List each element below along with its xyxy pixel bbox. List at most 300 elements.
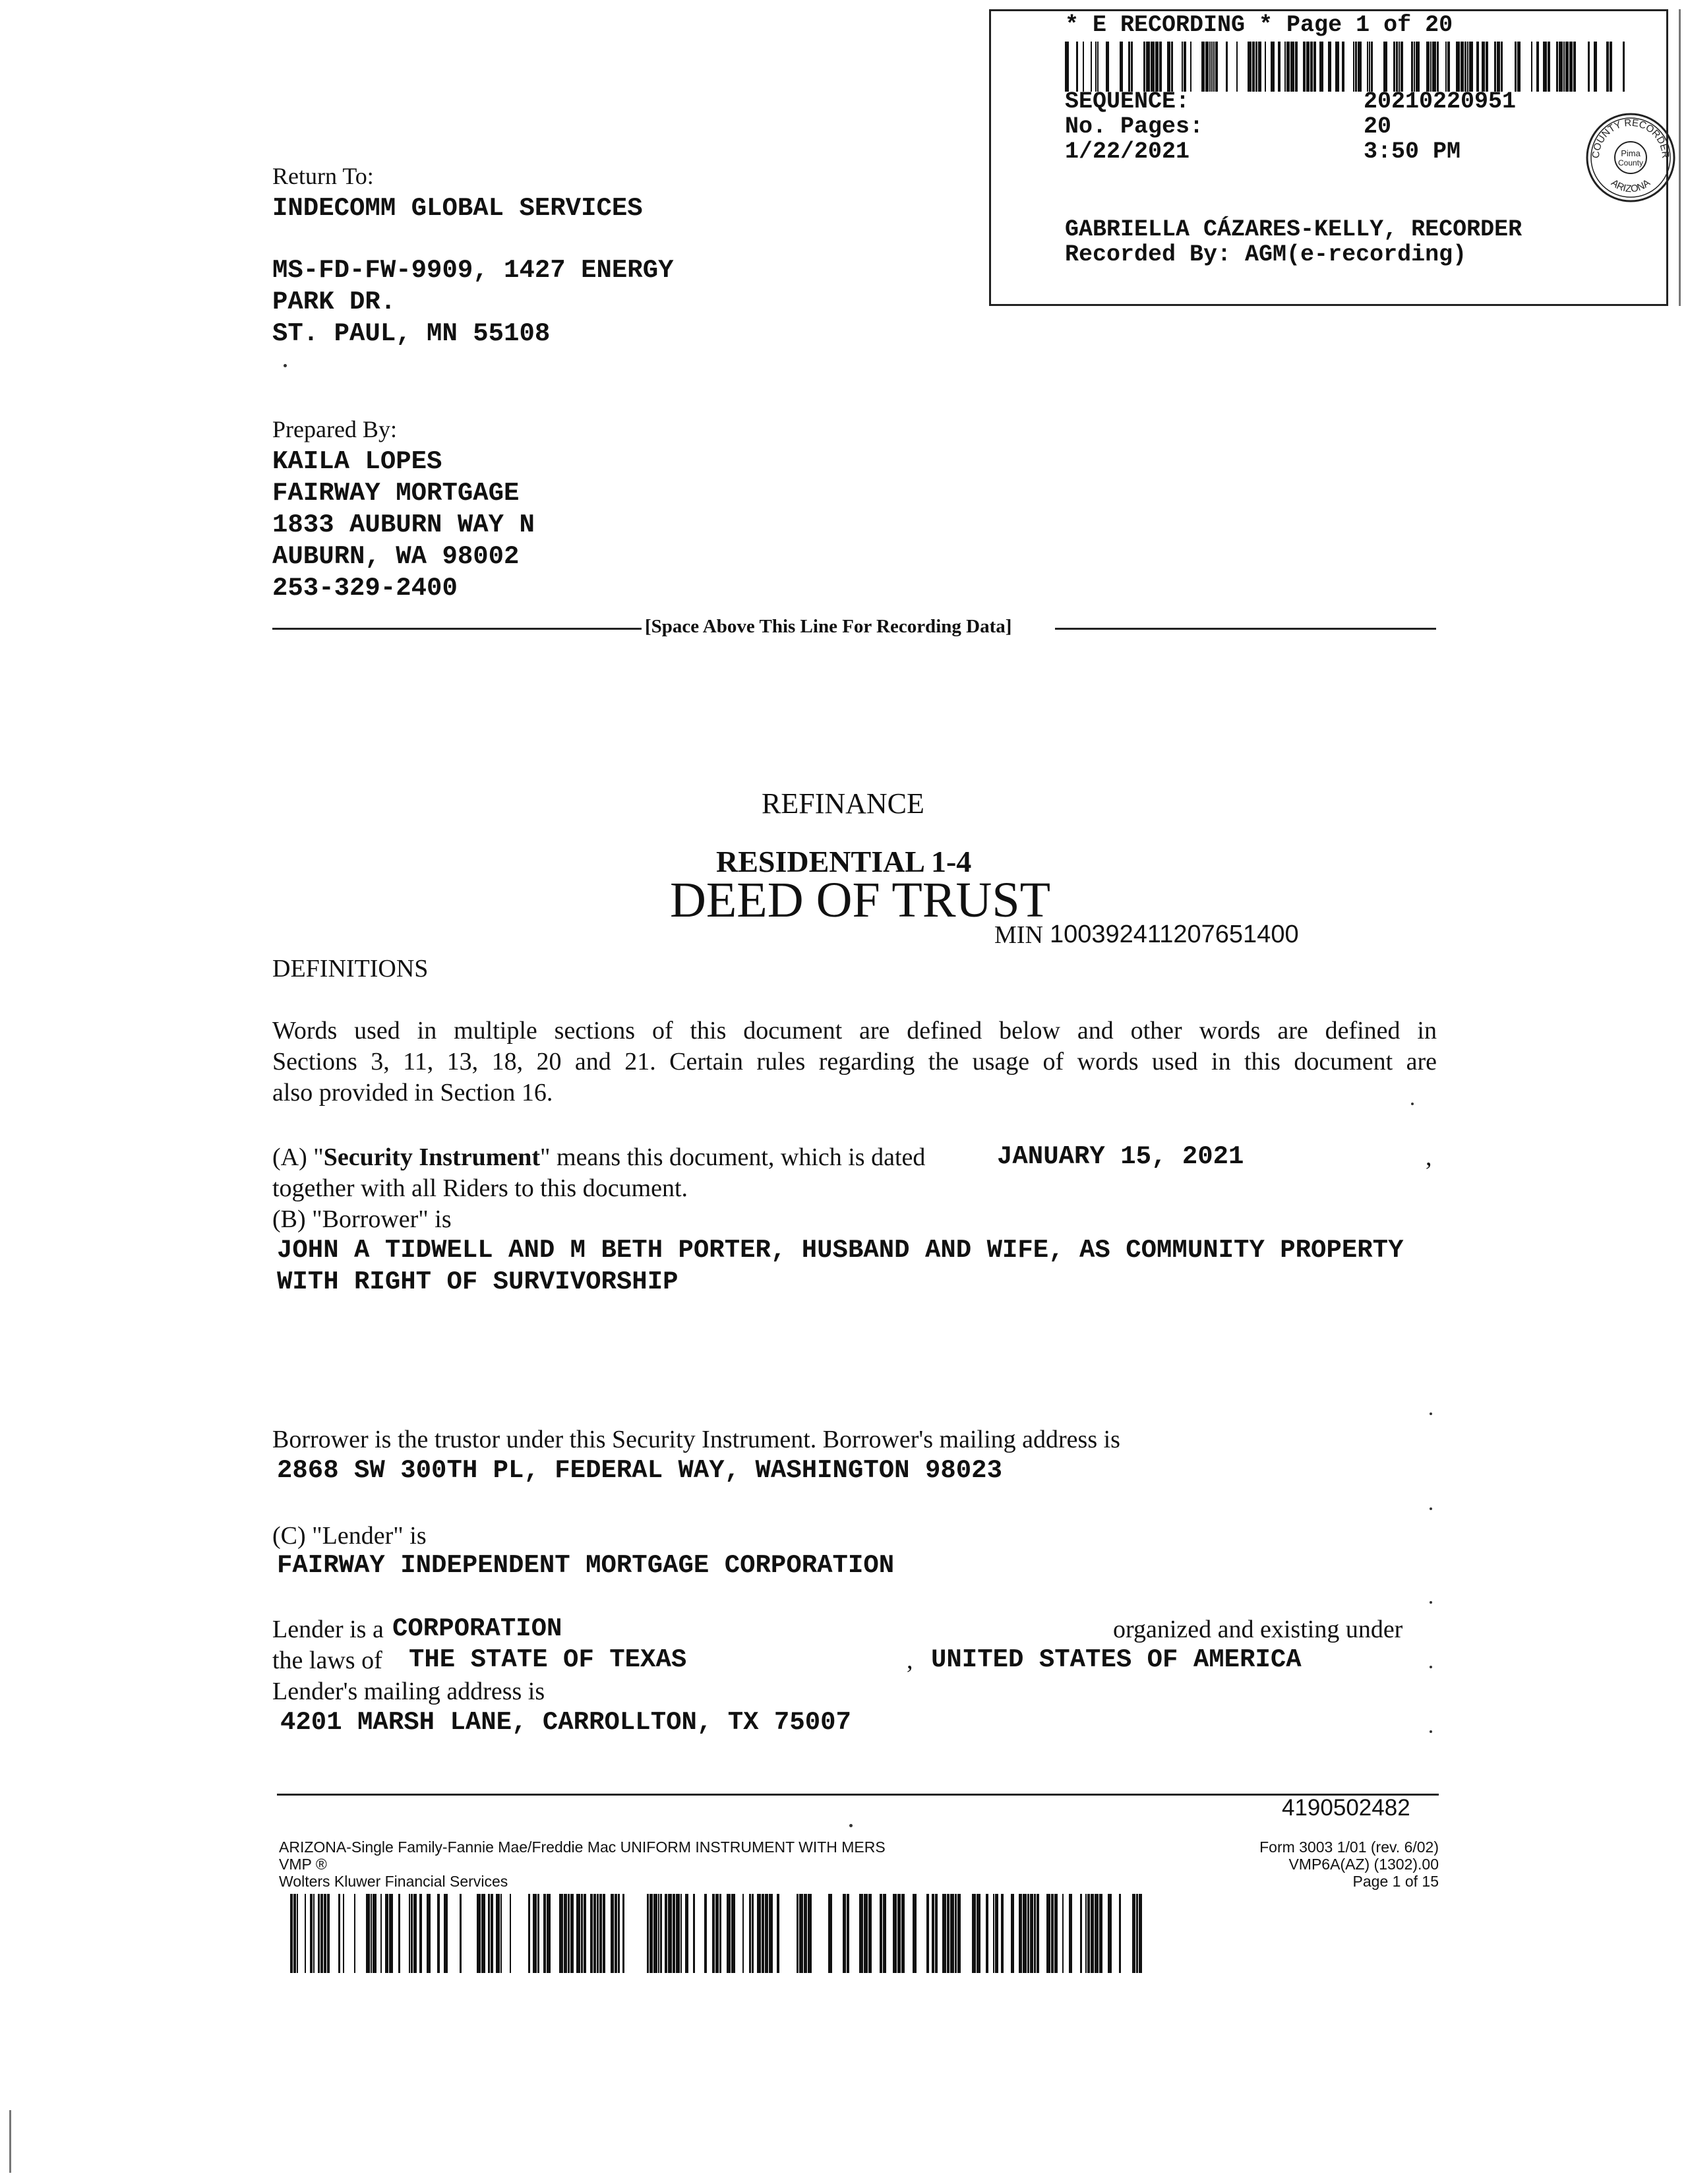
barcode-bar <box>491 1894 493 1973</box>
barcode-bar <box>1108 1894 1112 1973</box>
barcode-bar <box>947 1894 950 1973</box>
barcode-bar <box>1456 42 1460 92</box>
barcode-bar <box>533 1894 537 1973</box>
barcode-bar <box>1482 42 1485 92</box>
loan-number: 4190502482 <box>1282 1795 1410 1821</box>
barcode-bar <box>500 1894 502 1973</box>
definitions-intro-2: Sections 3, 11, 13, 18, 20 and 21. Certain rules regarding the usage of words used in this document are <box>272 1048 1437 1076</box>
barcode-bar <box>324 1894 326 1973</box>
barcode-bar <box>1085 1894 1087 1973</box>
barcode-bar <box>757 1894 761 1973</box>
barcode-bar <box>1536 42 1539 92</box>
barcode-bar <box>1076 42 1078 92</box>
barcode-bar <box>528 1894 530 1973</box>
document-barcode <box>279 1894 1143 1973</box>
lender-state: THE STATE OF TEXAS <box>409 1645 687 1674</box>
barcode-bar <box>1159 42 1162 92</box>
barcode-bar <box>926 1894 929 1973</box>
barcode-bar <box>1369 42 1370 92</box>
prepared-by-line-2: FAIRWAY MORTGAGE <box>272 479 520 508</box>
prepared-by-line-3: 1833 AUBURN WAY N <box>272 510 535 539</box>
date-comma: , <box>1426 1143 1432 1171</box>
pages-label: No. Pages: <box>1065 113 1204 140</box>
barcode-bar <box>932 1894 934 1973</box>
barcode-bar <box>1027 1894 1029 1973</box>
barcode-bar <box>1155 42 1159 92</box>
barcode-bar <box>1011 1894 1014 1973</box>
organized-text: organized and existing under <box>1113 1616 1403 1643</box>
barcode-bar <box>752 1894 754 1973</box>
barcode-bar <box>444 1894 448 1973</box>
barcode-bar <box>1358 42 1362 92</box>
barcode-bar <box>769 1894 773 1973</box>
barcode-bar <box>1588 42 1590 92</box>
seal-center-text-2: County <box>1617 158 1644 167</box>
barcode-bar <box>804 1894 807 1973</box>
barcode-bar <box>1531 42 1532 92</box>
barcode-bar <box>742 1894 744 1973</box>
barcode-bar <box>411 1894 413 1973</box>
seal-bottom-text: ARIZONA <box>1609 177 1652 195</box>
recording-rule-left <box>272 628 642 630</box>
footer-page-number: Page 1 of 15 <box>1352 1873 1439 1890</box>
footer-form-number: Form 3003 1/01 (rev. 6/02) <box>1259 1838 1439 1856</box>
lender-name: FAIRWAY INDEPENDENT MORTGAGE CORPORATION <box>277 1551 895 1580</box>
barcode-bar <box>901 1894 905 1973</box>
prepared-by-line-4: AUBURN, WA 98002 <box>272 542 520 571</box>
footer-publisher: Wolters Kluwer Financial Services <box>279 1873 508 1890</box>
barcode-bar <box>409 1894 410 1973</box>
deed-of-trust-title: DEED OF TRUST <box>670 872 1051 928</box>
barcode-bar <box>543 1894 546 1973</box>
barcode-bar <box>477 1894 481 1973</box>
barcode-bar <box>496 1894 500 1973</box>
scan-speck <box>849 1824 853 1827</box>
recording-header: * E RECORDING * Page 1 of 20 <box>1065 12 1453 38</box>
scan-speck <box>1430 1666 1432 1668</box>
barcode-bar <box>327 1894 330 1973</box>
barcode-bar <box>1080 1894 1082 1973</box>
barcode-bar <box>843 1894 846 1973</box>
barcode-bar <box>1034 1894 1036 1973</box>
def-a-term: Security Instrument <box>323 1143 541 1171</box>
lender-mailing-label: Lender's mailing address is <box>272 1678 545 1705</box>
barcode-bar <box>1486 42 1488 92</box>
min-label: MIN <box>994 921 1043 949</box>
barcode-bar <box>897 1894 901 1973</box>
barcode-bar <box>380 1894 382 1973</box>
barcode-bar <box>1151 42 1155 92</box>
barcode-bar <box>1132 1894 1135 1973</box>
barcode-bar <box>460 1894 462 1973</box>
barcode-bar <box>1184 42 1186 92</box>
scan-speck <box>1430 1730 1432 1733</box>
barcode-bar <box>1447 42 1450 92</box>
barcode-bar <box>419 1894 422 1973</box>
barcode-bar <box>1023 1894 1027 1973</box>
security-instrument-def-2: together with all Riders to this document. <box>272 1174 688 1202</box>
barcode-bar <box>1556 42 1558 92</box>
barcode-bar <box>1335 42 1339 92</box>
barcode-bar <box>1610 42 1612 92</box>
barcode-bar <box>864 1894 868 1973</box>
barcode-bar <box>1467 42 1468 92</box>
barcode-bar <box>868 1894 872 1973</box>
seal-top-text: COUNTY RECORDER <box>1590 117 1672 159</box>
barcode-bar <box>1310 42 1313 92</box>
barcode-bar <box>570 1894 574 1973</box>
def-a-prefix: (A) " <box>272 1143 324 1171</box>
footer-form-code: VMP6A(AZ) (1302).00 <box>1288 1856 1439 1873</box>
barcode-bar <box>1248 42 1251 92</box>
barcode-bar <box>1255 42 1257 92</box>
scan-edge-line <box>9 2110 11 2173</box>
scan-speck <box>1430 1412 1432 1415</box>
barcode-bar <box>972 1894 976 1973</box>
barcode-bar <box>481 1894 485 1973</box>
sequence-label: SEQUENCE: <box>1065 88 1190 115</box>
barcode-bar <box>658 1894 659 1973</box>
barcode-bar <box>618 1894 620 1973</box>
barcode-bar <box>1416 42 1420 92</box>
barcode-bar <box>1097 42 1099 92</box>
barcode-bar <box>1464 42 1466 92</box>
barcode-bar <box>1054 1894 1058 1973</box>
barcode-bar <box>622 1894 624 1973</box>
barcode-bar <box>1606 42 1609 92</box>
barcode-bar <box>1295 42 1298 92</box>
barcode-bar <box>603 1894 605 1973</box>
barcode-bar <box>762 1894 764 1973</box>
barcode-bar <box>1501 42 1503 92</box>
barcode-bar <box>305 1894 306 1973</box>
definitions-intro-3: also provided in Section 16. <box>272 1079 553 1107</box>
barcode-bar <box>1215 42 1218 92</box>
barcode-bar <box>615 1894 617 1973</box>
barcode-bar <box>1594 42 1597 92</box>
barcode-bar <box>715 1894 719 1973</box>
barcode-bar <box>1226 42 1228 92</box>
barcode-bar <box>1209 42 1211 92</box>
barcode-bar <box>1190 42 1191 92</box>
barcode-bar <box>398 1894 400 1973</box>
barcode-bar <box>913 1894 917 1973</box>
barcode-bar <box>1426 42 1430 92</box>
barcode-bar <box>673 1894 675 1973</box>
instrument-date: JANUARY 15, 2021 <box>997 1142 1244 1171</box>
barcode-bar <box>599 1894 602 1973</box>
borrower-name-line-1: JOHN A TIDWELL AND M BETH PORTER, HUSBAND AND WIFE, AS COMMUNITY PROPERTY <box>277 1236 1404 1265</box>
barcode-bar <box>310 1894 313 1973</box>
return-to-line-4: ST. PAUL, MN 55108 <box>272 319 551 348</box>
barcode-bar <box>1411 42 1413 92</box>
barcode-bar <box>1139 1894 1142 1973</box>
barcode-bar <box>1278 42 1281 92</box>
scan-speck <box>1430 1601 1432 1604</box>
barcode-bar <box>1517 42 1521 92</box>
barcode-bar <box>649 1894 653 1973</box>
barcode-bar <box>290 1894 293 1973</box>
barcode-bar <box>510 1894 511 1973</box>
barcode-bar <box>859 1894 863 1973</box>
barcode-bar <box>1213 42 1215 92</box>
space-above-text: [Space Above This Line For Recording Data] <box>645 616 1012 637</box>
borrower-address: 2868 SW 300TH PL, FEDERAL WAY, WASHINGTON 98023 <box>277 1456 1002 1485</box>
barcode-bar <box>1211 42 1213 92</box>
barcode-bar <box>366 1894 370 1973</box>
return-to-label: Return To: <box>272 163 374 189</box>
barcode-bar <box>1319 42 1323 92</box>
recording-rule-right <box>1055 628 1436 630</box>
barcode-bar <box>581 1894 583 1973</box>
barcode-bar <box>1623 42 1625 92</box>
barcode-bar <box>685 1894 688 1973</box>
residential-title: RESIDENTIAL 1-4 <box>716 845 972 878</box>
barcode-bar <box>704 1894 707 1973</box>
sequence-value: 20210220951 <box>1364 88 1517 115</box>
barcode-bar <box>1091 1894 1094 1973</box>
footer-form-description: ARIZONA-Single Family-Fannie Mae/Freddie Mac UNIFORM INSTRUMENT WITH MERS <box>279 1838 886 1856</box>
barcode-bar <box>1106 42 1109 92</box>
barcode-bar <box>1171 42 1173 92</box>
barcode-bar <box>593 1894 596 1973</box>
barcode-bar <box>1182 42 1183 92</box>
barcode-bar <box>1136 1894 1138 1973</box>
return-to-line-1: INDECOMM GLOBAL SERVICES <box>272 194 643 223</box>
barcode-bar <box>1313 42 1316 92</box>
barcode-bar <box>1355 42 1357 92</box>
barcode-bar <box>1306 42 1310 92</box>
svg-text:ARIZONA <box>1609 177 1652 195</box>
lender-is-label: Lender is a <box>272 1616 384 1643</box>
barcode-bar <box>693 1894 695 1973</box>
def-a-text: " means this document, which is dated <box>540 1143 926 1171</box>
barcode-bar <box>1303 42 1306 92</box>
recording-stamp <box>989 9 1672 306</box>
barcode-bar <box>1569 42 1573 92</box>
barcode-bar <box>1271 42 1275 92</box>
recorded-by: Recorded By: AGM(e-recording) <box>1065 241 1467 268</box>
barcode-bar <box>665 1894 667 1973</box>
trustor-text: Borrower is the trustor under this Security Instrument. Borrower's mailing address is <box>272 1426 1120 1453</box>
barcode-bar <box>1146 42 1150 92</box>
return-to-line-2: MS-FD-FW-9909, 1427 ENERGY <box>272 256 674 285</box>
recording-date: 1/22/2021 <box>1065 138 1190 165</box>
barcode-bar <box>1091 42 1092 92</box>
barcode-bar <box>957 1894 961 1973</box>
footer-vmp: VMP ® <box>279 1856 327 1873</box>
barcode-bar <box>1143 42 1145 92</box>
barcode-bar <box>318 1894 320 1973</box>
barcode-bar <box>1286 42 1290 92</box>
barcode-bar <box>373 1894 377 1973</box>
barcode-bar <box>1437 42 1439 92</box>
barcode-bar <box>1328 42 1331 92</box>
barcode-bar <box>1265 42 1266 92</box>
lender-entity-type: CORPORATION <box>392 1614 562 1643</box>
barcode-bar <box>1559 42 1563 92</box>
barcode-bar <box>808 1894 812 1973</box>
barcode-bar <box>597 1894 599 1973</box>
refinance-title: REFINANCE <box>762 787 924 820</box>
barcode-bar <box>1095 42 1097 92</box>
barcode-bar <box>1432 42 1436 92</box>
definitions-heading: DEFINITIONS <box>272 955 429 983</box>
barcode-bar <box>1065 42 1069 92</box>
scan-speck <box>1411 1103 1414 1105</box>
barcode-bar <box>389 1894 393 1973</box>
barcode-bar <box>731 1894 735 1973</box>
borrower-name-line-2: WITH RIGHT OF SURVIVORSHIP <box>277 1267 678 1296</box>
barcode-bar <box>537 1894 539 1973</box>
barcode-bar <box>995 1894 998 1973</box>
barcode-bar <box>1515 42 1517 92</box>
county-seal-icon <box>1584 111 1677 204</box>
barcode-bar <box>977 1894 980 1973</box>
barcode-bar <box>1062 1894 1064 1973</box>
barcode-bar <box>437 1894 440 1973</box>
barcode-bar <box>547 1894 551 1973</box>
prepared-by-label: Prepared By: <box>272 416 397 442</box>
barcode-bar <box>1469 42 1473 92</box>
barcode-bar <box>1120 42 1123 92</box>
barcode-bar <box>668 1894 672 1973</box>
barcode-bar <box>660 1894 662 1973</box>
barcode-bar <box>320 1894 323 1973</box>
barcode-bar <box>1371 42 1373 92</box>
barcode-bar <box>986 1894 988 1973</box>
barcode-bar <box>568 1894 570 1973</box>
seal-center-text-1: Pima <box>1621 148 1641 158</box>
recording-barcode <box>1065 42 1625 92</box>
barcode-bar <box>584 1894 586 1973</box>
barcode-bar <box>993 1894 994 1973</box>
prepared-by-line-5: 253-329-2400 <box>272 574 458 603</box>
lender-def-label: (C) "Lender" is <box>272 1522 427 1550</box>
barcode-bar <box>611 1894 614 1973</box>
barcode-bar <box>1548 42 1550 92</box>
scan-speck <box>284 364 287 367</box>
barcode-bar <box>1401 42 1403 92</box>
footer-rule <box>277 1794 1439 1796</box>
barcode-bar <box>727 1894 731 1973</box>
min-value: 100392411207651400 <box>1050 921 1299 948</box>
barcode-bar <box>427 1894 431 1973</box>
barcode-bar <box>1396 42 1398 92</box>
lender-address: 4201 MARSH LANE, CARROLLTON, TX 75007 <box>280 1708 851 1737</box>
barcode-bar <box>883 1894 886 1973</box>
barcode-bar <box>1367 42 1368 92</box>
barcode-bar <box>1476 42 1479 92</box>
barcode-bar <box>293 1894 296 1973</box>
barcode-bar <box>1563 42 1565 92</box>
barcode-bar <box>1046 1894 1050 1973</box>
barcode-bar <box>712 1894 715 1973</box>
barcode-bar <box>765 1894 768 1973</box>
barcode-bar <box>1461 42 1464 92</box>
borrower-def-label: (B) "Borrower" is <box>272 1205 452 1233</box>
barcode-bar <box>1131 42 1133 92</box>
barcode-bar <box>1543 42 1547 92</box>
barcode-bar <box>1252 42 1255 92</box>
recording-time: 3:50 PM <box>1364 138 1461 165</box>
barcode-bar <box>1258 42 1261 92</box>
barcode-bar <box>653 1894 657 1973</box>
barcode-bar <box>1393 42 1395 92</box>
barcode-bar <box>559 1894 563 1973</box>
recorder-name: GABRIELLA CÁZARES-KELLY, RECORDER <box>1065 216 1522 243</box>
barcode-bar <box>413 1894 417 1973</box>
barcode-bar <box>1001 1894 1004 1973</box>
barcode-bar <box>797 1894 799 1973</box>
barcode-bar <box>1290 42 1294 92</box>
barcode-bar <box>1119 1894 1121 1973</box>
return-to-line-3: PARK DR. <box>272 288 396 317</box>
barcode-bar <box>1494 42 1496 92</box>
barcode-bar <box>749 1894 751 1973</box>
pages-value: 20 <box>1364 113 1392 140</box>
barcode-bar <box>564 1894 567 1973</box>
barcode-bar <box>880 1894 882 1973</box>
barcode-bar <box>1573 42 1576 92</box>
barcode-bar <box>385 1894 388 1973</box>
barcode-bar <box>777 1894 779 1973</box>
barcode-bar <box>1565 42 1569 92</box>
country-comma: , <box>907 1647 913 1674</box>
barcode-bar <box>1167 42 1170 92</box>
barcode-bar <box>1205 42 1209 92</box>
barcode-bar <box>680 1894 682 1973</box>
barcode-bar <box>847 1894 849 1973</box>
barcode-bar <box>338 1894 340 1973</box>
barcode-bar <box>1099 1894 1102 1973</box>
barcode-bar <box>1083 42 1084 92</box>
barcode-bar <box>935 1894 938 1973</box>
barcode-bar <box>1069 1894 1072 1973</box>
barcode-bar <box>828 1894 832 1973</box>
scan-speck <box>1430 1507 1432 1510</box>
barcode-bar <box>1236 42 1238 92</box>
barcode-bar <box>1037 1894 1039 1973</box>
barcode-bar <box>371 1894 372 1973</box>
barcode-bar <box>955 1894 957 1973</box>
barcode-bar <box>488 1894 490 1973</box>
definitions-intro-1: Words used in multiple sections of this document are defined below and other words are defined in <box>272 1017 1437 1045</box>
barcode-bar <box>719 1894 721 1973</box>
security-instrument-def <box>272 1142 925 1173</box>
lender-country: UNITED STATES OF AMERICA <box>931 1645 1302 1674</box>
laws-of-label: the laws of <box>272 1647 382 1674</box>
barcode-bar <box>1284 42 1286 92</box>
barcode-bar <box>1030 1894 1033 1973</box>
barcode-bar <box>676 1894 680 1973</box>
barcode-bar <box>1342 42 1344 92</box>
barcode-bar <box>1353 42 1354 92</box>
barcode-bar <box>1095 1894 1099 1973</box>
barcode-bar <box>1051 1894 1054 1973</box>
barcode-bar <box>297 1894 298 1973</box>
barcode-bar <box>1019 1894 1022 1973</box>
barcode-bar <box>1201 42 1205 92</box>
barcode-bar <box>576 1894 580 1973</box>
barcode-bar <box>799 1894 803 1973</box>
barcode-bar <box>354 1894 355 1973</box>
barcode-bar <box>1445 42 1447 92</box>
barcode-bar <box>590 1894 593 1973</box>
barcode-bar <box>1414 42 1415 92</box>
barcode-bar <box>1087 1894 1090 1973</box>
barcode-bar <box>950 1894 954 1973</box>
